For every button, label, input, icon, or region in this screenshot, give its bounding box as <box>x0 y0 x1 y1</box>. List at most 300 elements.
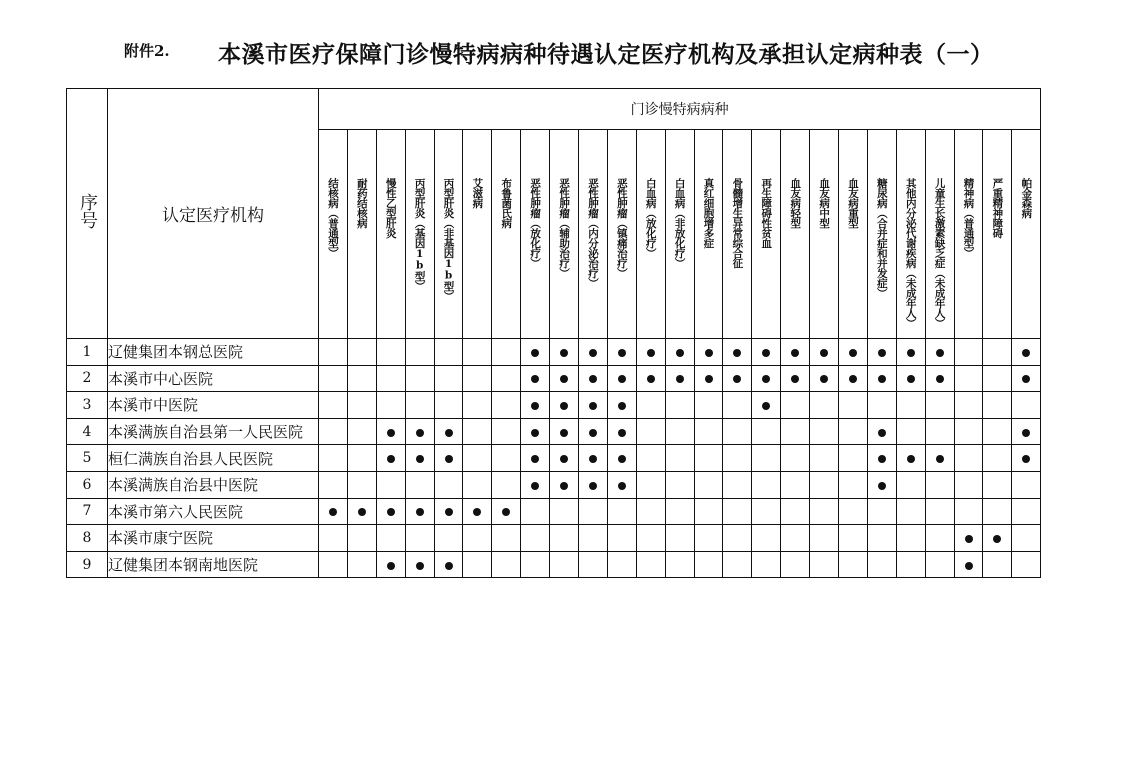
mark-cell <box>405 392 434 419</box>
mark-cell <box>492 339 521 366</box>
mark-cell <box>376 498 405 525</box>
bullet-mark-icon <box>502 508 510 516</box>
row-institution: 本溪市康宁医院 <box>108 525 319 552</box>
bullet-mark-icon <box>589 455 597 463</box>
mark-cell <box>636 418 665 445</box>
mark-cell <box>607 365 636 392</box>
mark-cell <box>492 445 521 472</box>
mark-cell <box>781 525 810 552</box>
mark-cell <box>636 339 665 366</box>
table-row <box>67 392 1041 419</box>
mark-cell <box>636 498 665 525</box>
bullet-mark-icon <box>531 402 539 410</box>
mark-cell <box>636 445 665 472</box>
mark-cell <box>954 498 983 525</box>
disease-name: 结核病（普通型） <box>326 178 339 258</box>
mark-cell <box>954 551 983 578</box>
bullet-mark-icon <box>416 455 424 463</box>
mark-cell <box>1012 418 1041 445</box>
table-row <box>67 551 1041 578</box>
bullet-mark-icon <box>560 375 568 383</box>
row-institution: 辽健集团本钢总医院 <box>108 339 319 366</box>
row-seq: 1 <box>67 339 108 366</box>
bullet-mark-icon <box>820 375 828 383</box>
bullet-mark-icon <box>762 349 770 357</box>
disease-column-header <box>925 130 954 339</box>
mark-cell <box>550 498 579 525</box>
bullet-mark-icon <box>647 375 655 383</box>
mark-cell <box>319 392 348 419</box>
mark-cell <box>550 339 579 366</box>
mark-cell <box>550 445 579 472</box>
bullet-mark-icon <box>733 375 741 383</box>
mark-cell <box>810 418 839 445</box>
bullet-mark-icon <box>416 508 424 516</box>
disease-column-header <box>319 130 348 339</box>
disease-name: 恶性肿瘤（放化疗） <box>529 178 542 268</box>
mark-cell <box>810 339 839 366</box>
bullet-mark-icon <box>618 482 626 490</box>
mark-cell <box>463 339 492 366</box>
mark-cell <box>521 365 550 392</box>
bullet-mark-icon <box>791 375 799 383</box>
mark-cell <box>839 339 868 366</box>
bullet-mark-icon <box>878 375 886 383</box>
mark-cell <box>781 339 810 366</box>
bullet-mark-icon <box>965 562 973 570</box>
mark-cell <box>607 525 636 552</box>
row-institution: 桓仁满族自治县人民医院 <box>108 445 319 472</box>
mark-cell <box>492 365 521 392</box>
mark-cell <box>1012 525 1041 552</box>
bullet-mark-icon <box>936 455 944 463</box>
mark-cell <box>839 365 868 392</box>
mark-cell <box>694 471 723 498</box>
disease-column-header <box>434 130 463 339</box>
mark-cell <box>983 418 1012 445</box>
bullet-mark-icon <box>676 349 684 357</box>
mark-cell <box>405 418 434 445</box>
row-institution: 本溪市中心医院 <box>108 365 319 392</box>
mark-cell <box>521 445 550 472</box>
mark-cell <box>781 392 810 419</box>
mark-cell <box>521 551 550 578</box>
mark-cell <box>636 471 665 498</box>
mark-cell <box>1012 551 1041 578</box>
bullet-mark-icon <box>560 455 568 463</box>
mark-cell <box>694 392 723 419</box>
mark-cell <box>954 525 983 552</box>
mark-cell <box>579 551 608 578</box>
mark-cell <box>925 471 954 498</box>
mark-cell <box>550 365 579 392</box>
row-seq: 3 <box>67 392 108 419</box>
mark-cell <box>752 339 781 366</box>
mark-cell <box>925 445 954 472</box>
mark-cell <box>694 339 723 366</box>
mark-cell <box>983 392 1012 419</box>
mark-cell <box>607 445 636 472</box>
disease-name: 丙型肝炎（非基因1b型） <box>442 178 455 301</box>
mark-cell <box>319 418 348 445</box>
mark-cell <box>925 525 954 552</box>
mark-cell <box>752 471 781 498</box>
bullet-mark-icon <box>589 429 597 437</box>
bullet-mark-icon <box>907 455 915 463</box>
mark-cell <box>1012 498 1041 525</box>
mark-cell <box>521 339 550 366</box>
mark-cell <box>694 418 723 445</box>
bullet-mark-icon <box>878 349 886 357</box>
mark-cell <box>319 471 348 498</box>
mark-cell <box>434 498 463 525</box>
mark-cell <box>376 525 405 552</box>
disease-name: 糖尿病（合并症和并发症） <box>875 178 888 298</box>
mark-cell <box>376 471 405 498</box>
bullet-mark-icon <box>849 375 857 383</box>
bullet-mark-icon <box>647 349 655 357</box>
seq-header <box>67 89 108 339</box>
mark-cell <box>781 418 810 445</box>
mark-cell <box>665 365 694 392</box>
mark-cell <box>954 445 983 472</box>
bullet-mark-icon <box>965 535 973 543</box>
mark-cell <box>319 339 348 366</box>
mark-cell <box>1012 445 1041 472</box>
mark-cell <box>1012 471 1041 498</box>
mark-cell <box>550 418 579 445</box>
mark-cell <box>723 392 752 419</box>
bullet-mark-icon <box>416 429 424 437</box>
mark-cell <box>521 471 550 498</box>
row-institution: 辽健集团本钢南地医院 <box>108 551 319 578</box>
mark-cell <box>492 525 521 552</box>
mark-cell <box>319 365 348 392</box>
table-row <box>67 339 1041 366</box>
header-row-group <box>67 89 1041 130</box>
attachment-label: 附件2. <box>124 42 170 60</box>
mark-cell <box>810 392 839 419</box>
mark-cell <box>492 392 521 419</box>
disease-column-header <box>347 130 376 339</box>
mark-cell <box>607 418 636 445</box>
table-row <box>67 498 1041 525</box>
mark-cell <box>752 365 781 392</box>
disease-column-header <box>723 130 752 339</box>
mark-cell <box>347 471 376 498</box>
bullet-mark-icon <box>820 349 828 357</box>
mark-cell <box>983 498 1012 525</box>
mark-cell <box>607 471 636 498</box>
bullet-mark-icon <box>358 508 366 516</box>
mark-cell <box>954 365 983 392</box>
bullet-mark-icon <box>560 402 568 410</box>
mark-cell <box>867 471 896 498</box>
bullet-mark-icon <box>618 429 626 437</box>
disease-column-header <box>810 130 839 339</box>
mark-cell <box>983 365 1012 392</box>
mark-cell <box>405 525 434 552</box>
mark-cell <box>492 498 521 525</box>
mark-cell <box>550 471 579 498</box>
mark-cell <box>983 471 1012 498</box>
mark-cell <box>376 445 405 472</box>
disease-column-header <box>550 130 579 339</box>
mark-cell <box>839 525 868 552</box>
mark-cell <box>579 365 608 392</box>
disease-column-header <box>694 130 723 339</box>
disease-column-header <box>896 130 925 339</box>
mark-cell <box>839 445 868 472</box>
disease-column-header <box>376 130 405 339</box>
bullet-mark-icon <box>762 375 770 383</box>
disease-column-header <box>492 130 521 339</box>
mark-cell <box>405 471 434 498</box>
mark-cell <box>752 392 781 419</box>
disease-column-header <box>405 130 434 339</box>
bullet-mark-icon <box>618 349 626 357</box>
mark-cell <box>579 339 608 366</box>
mark-cell <box>723 365 752 392</box>
disease-name: 血友病重型 <box>846 178 859 228</box>
bullet-mark-icon <box>329 508 337 516</box>
disease-group-header: 门诊慢特病病种 <box>319 89 1041 130</box>
row-seq: 4 <box>67 418 108 445</box>
disease-column-header <box>1012 130 1041 339</box>
mark-cell <box>579 498 608 525</box>
mark-cell <box>463 498 492 525</box>
disease-column-header <box>839 130 868 339</box>
mark-cell <box>723 471 752 498</box>
mark-cell <box>839 498 868 525</box>
bullet-mark-icon <box>878 482 886 490</box>
mark-cell <box>752 445 781 472</box>
bullet-mark-icon <box>676 375 684 383</box>
mark-cell <box>896 525 925 552</box>
mark-cell <box>694 445 723 472</box>
mark-cell <box>319 445 348 472</box>
bullet-mark-icon <box>907 375 915 383</box>
mark-cell <box>492 471 521 498</box>
mark-cell <box>781 498 810 525</box>
mark-cell <box>839 392 868 419</box>
mark-cell <box>983 525 1012 552</box>
mark-cell <box>810 551 839 578</box>
mark-cell <box>434 365 463 392</box>
mark-cell <box>607 339 636 366</box>
mark-cell <box>925 339 954 366</box>
bullet-mark-icon <box>531 349 539 357</box>
row-institution: 本溪市第六人民医院 <box>108 498 319 525</box>
bullet-mark-icon <box>387 429 395 437</box>
seq-header-text: 序号 <box>77 192 98 229</box>
disease-name: 血友病轻型 <box>789 178 802 228</box>
bullet-mark-icon <box>589 402 597 410</box>
mark-cell <box>463 392 492 419</box>
mark-cell <box>867 551 896 578</box>
mark-cell <box>463 471 492 498</box>
mark-cell <box>781 551 810 578</box>
mark-cell <box>607 498 636 525</box>
mark-cell <box>867 392 896 419</box>
mark-cell <box>434 445 463 472</box>
mark-cell <box>376 339 405 366</box>
disease-column-header <box>463 130 492 339</box>
mark-cell <box>579 418 608 445</box>
mark-cell <box>867 498 896 525</box>
bullet-mark-icon <box>762 402 770 410</box>
mark-cell <box>665 392 694 419</box>
bullet-mark-icon <box>1022 455 1030 463</box>
mark-cell <box>954 471 983 498</box>
mark-cell <box>925 392 954 419</box>
bullet-mark-icon <box>878 429 886 437</box>
mark-cell <box>752 551 781 578</box>
mark-cell <box>839 418 868 445</box>
mark-cell <box>781 365 810 392</box>
mark-cell <box>579 471 608 498</box>
mark-cell <box>319 551 348 578</box>
row-seq: 2 <box>67 365 108 392</box>
mark-cell <box>839 471 868 498</box>
mark-cell <box>983 445 1012 472</box>
mark-cell <box>867 365 896 392</box>
mark-cell <box>607 551 636 578</box>
mark-cell <box>723 418 752 445</box>
bullet-mark-icon <box>705 349 713 357</box>
bullet-mark-icon <box>387 455 395 463</box>
mark-cell <box>492 418 521 445</box>
mark-cell <box>839 551 868 578</box>
mark-cell <box>954 339 983 366</box>
mark-cell <box>983 551 1012 578</box>
mark-cell <box>347 498 376 525</box>
mark-cell <box>463 418 492 445</box>
mark-cell <box>694 551 723 578</box>
mark-cell <box>405 445 434 472</box>
disease-name: 帕金森病 <box>1020 178 1033 218</box>
bullet-mark-icon <box>531 482 539 490</box>
mark-cell <box>405 551 434 578</box>
org-header: 认定医疗机构 <box>108 89 319 339</box>
mark-cell <box>636 392 665 419</box>
disease-name: 艾滋病 <box>471 178 484 208</box>
mark-cell <box>636 365 665 392</box>
mark-cell <box>694 365 723 392</box>
mark-cell <box>434 525 463 552</box>
mark-cell <box>954 392 983 419</box>
mark-cell <box>983 339 1012 366</box>
mark-cell <box>925 418 954 445</box>
mark-cell <box>723 551 752 578</box>
mark-cell <box>867 339 896 366</box>
mark-cell <box>781 445 810 472</box>
mark-cell <box>521 392 550 419</box>
bullet-mark-icon <box>531 455 539 463</box>
mark-cell <box>376 392 405 419</box>
row-seq: 5 <box>67 445 108 472</box>
disease-name: 血友病中型 <box>818 178 831 228</box>
bullet-mark-icon <box>589 375 597 383</box>
mark-cell <box>781 471 810 498</box>
page-title: 本溪市医疗保障门诊慢特病病种待遇认定医疗机构及承担认定病种表（一） <box>218 41 994 68</box>
mark-cell <box>347 445 376 472</box>
disease-name: 慢性乙型肝炎 <box>384 178 397 238</box>
bullet-mark-icon <box>560 349 568 357</box>
bullet-mark-icon <box>589 482 597 490</box>
disease-column-header <box>607 130 636 339</box>
disease-name: 精神病（普通型） <box>962 178 975 258</box>
table-row <box>67 365 1041 392</box>
disease-name: 耐药结核病 <box>355 178 368 228</box>
mark-cell <box>810 445 839 472</box>
mark-cell <box>896 471 925 498</box>
disease-name: 恶性肿瘤（镇痛治疗） <box>615 178 628 278</box>
mark-cell <box>550 392 579 419</box>
mark-cell <box>810 525 839 552</box>
disease-name: 白血病（非放化疗） <box>673 178 686 268</box>
disease-column-header <box>665 130 694 339</box>
disease-name: 再生障碍性贫血 <box>760 178 773 248</box>
mark-cell <box>376 418 405 445</box>
mark-cell <box>463 551 492 578</box>
mark-cell <box>896 498 925 525</box>
bullet-mark-icon <box>618 375 626 383</box>
mark-cell <box>694 498 723 525</box>
mark-cell <box>463 525 492 552</box>
bullet-mark-icon <box>936 375 944 383</box>
bullet-mark-icon <box>589 349 597 357</box>
mark-cell <box>925 365 954 392</box>
mark-cell <box>434 418 463 445</box>
table-row <box>67 471 1041 498</box>
mark-cell <box>810 471 839 498</box>
mark-cell <box>607 392 636 419</box>
mark-cell <box>752 418 781 445</box>
disease-name: 布鲁菌氏病 <box>500 178 513 228</box>
bullet-mark-icon <box>1022 349 1030 357</box>
mark-cell <box>896 445 925 472</box>
bullet-mark-icon <box>993 535 1001 543</box>
mark-cell <box>463 445 492 472</box>
mark-cell <box>579 392 608 419</box>
bullet-mark-icon <box>445 455 453 463</box>
bullet-mark-icon <box>416 562 424 570</box>
mark-cell <box>347 418 376 445</box>
bullet-mark-icon <box>618 455 626 463</box>
mark-cell <box>1012 339 1041 366</box>
mark-cell <box>665 339 694 366</box>
mark-cell <box>896 392 925 419</box>
bullet-mark-icon <box>560 429 568 437</box>
mark-cell <box>434 392 463 419</box>
table-row <box>67 525 1041 552</box>
mark-cell <box>665 418 694 445</box>
mark-cell <box>434 339 463 366</box>
mark-cell <box>925 498 954 525</box>
table-row <box>67 445 1041 472</box>
mark-cell <box>723 498 752 525</box>
mark-cell <box>492 551 521 578</box>
mark-cell <box>636 525 665 552</box>
bullet-mark-icon <box>1022 429 1030 437</box>
disease-column-header <box>954 130 983 339</box>
mark-cell <box>347 339 376 366</box>
bullet-mark-icon <box>531 429 539 437</box>
mark-cell <box>665 551 694 578</box>
bullet-mark-icon <box>618 402 626 410</box>
disease-name: 恶性肿瘤（内分泌治疗） <box>586 178 599 288</box>
